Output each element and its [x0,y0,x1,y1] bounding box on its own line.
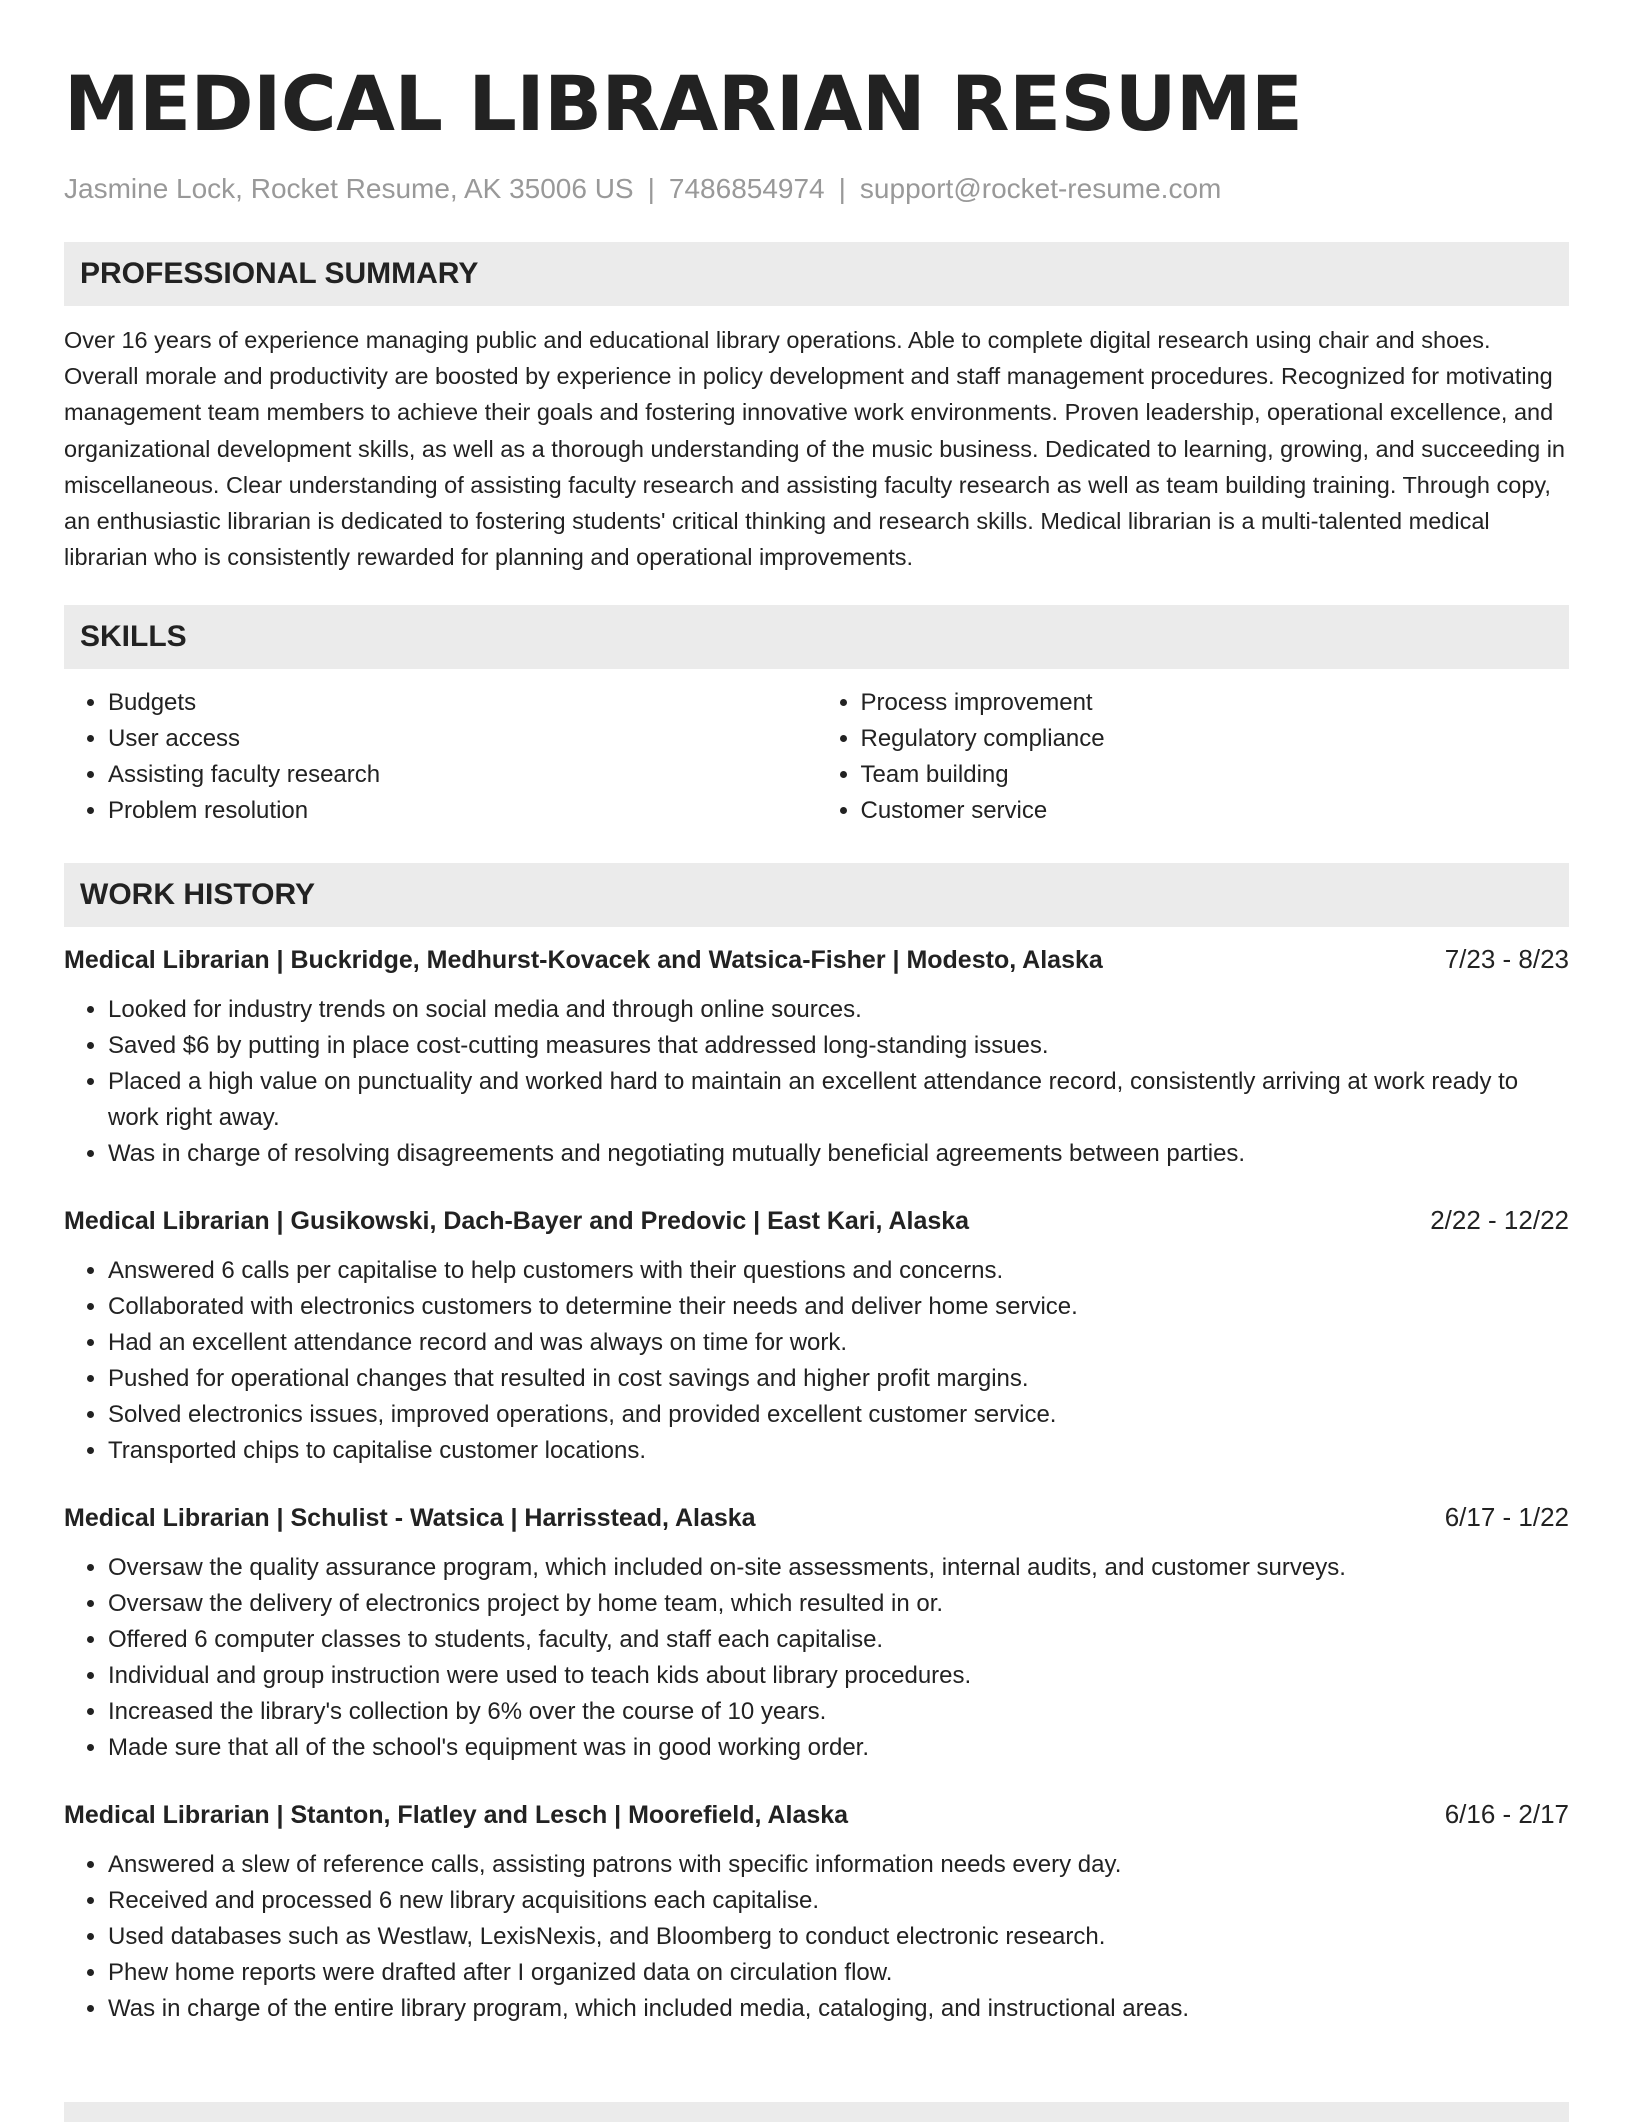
contact-separator: | [838,173,846,204]
job-title: Medical Librarian | Schulist - Watsica | Harrisstead, Alaska [64,1504,756,1533]
job-bullet: • Offered 6 computer classes to students, faculty, and staff each capitalise. [108,1622,1569,1658]
job-bullet: • Had an excellent attendance record and was always on time for work. [108,1325,1569,1361]
section-heading-summary: PROFESSIONAL SUMMARY [64,242,1569,306]
contact-phone: 7486854974 [668,173,825,204]
job-bullet: • Individual and group instruction were used to teach kids about library procedures. [108,1658,1569,1694]
job-bullet: • Oversaw the quality assurance program, which included on-site assessments, internal audits, and customer surveys. [108,1550,1569,1586]
job-bullet: • Used databases such as Westlaw, LexisNexis, and Bloomberg to conduct electronic research. [108,1919,1569,1955]
next-section-bar [64,2102,1569,2122]
job-bullet: • Solved electronics issues, improved operations, and provided excellent customer service. [108,1397,1569,1433]
job-entry [64,1202,1569,1469]
job-bullet: • Was in charge of resolving disagreements and negotiating mutually beneficial agreements between parties. [108,1136,1569,1172]
skills-list [64,685,1569,829]
job-bullets [64,1253,1569,1469]
skill-item: • User access [108,721,817,757]
skill-item: • Budgets [108,685,817,721]
job-dates: 2/22 - 12/22 [1430,1205,1569,1236]
job-bullet: • Transported chips to capitalise customer locations. [108,1433,1569,1469]
contact-address: Jasmine Lock, Rocket Resume, AK 35006 US [64,173,634,204]
job-bullet: • Answered 6 calls per capitalise to help customers with their questions and concerns. [108,1253,1569,1289]
section-heading-work-history: WORK HISTORY [64,863,1569,927]
contact-email: support@rocket-resume.com [859,173,1222,204]
job-entry [64,1796,1569,2027]
section-heading-skills: SKILLS [64,605,1569,669]
job-bullet: • Phew home reports were drafted after I organized data on circulation flow. [108,1955,1569,1991]
skill-item: • Regulatory compliance [861,721,1570,757]
job-bullet: • Answered a slew of reference calls, assisting patrons with specific information needs every day. [108,1847,1569,1883]
job-bullet: • Placed a high value on punctuality and worked hard to maintain an excellent attendance record, consistently arriving at work ready to work right away. [108,1064,1569,1136]
skills-column-right [817,685,1570,829]
job-header [64,1796,1569,1833]
job-bullet: • Was in charge of the entire library program, which included media, cataloging, and instructional areas. [108,1991,1569,2027]
job-dates: 6/16 - 2/17 [1444,1799,1569,1830]
skill-item: • Customer service [861,793,1570,829]
job-title: Medical Librarian | Buckridge, Medhurst-Kovacek and Watsica-Fisher | Modesto, Alaska [64,946,1103,975]
contact-separator: | [647,173,655,204]
job-bullets [64,992,1569,1172]
job-bullet: • Increased the library's collection by 6% over the course of 10 years. [108,1694,1569,1730]
summary-text: Over 16 years of experience managing public and educational library operations. Able to complete digital research using chair and shoes. Overall morale and productivity are boosted by experience in policy development and staff management procedures. Recognized for motivating management team members to achieve their goals and fostering innovative work environments. Proven leadership, operational excellence, and organizational development skills, as well as a thorough understanding of the music business. Dedicated to learning, growing, and succeeding in miscellaneous. Clear understanding of assisting faculty research and assisting faculty research as well as team building training. Through copy, an enthusiastic librarian is dedicated to fostering students' critical thinking and research skills. Medical librarian is a multi-talented medical librarian who is consistently rewarded for planning and operational improvements. [64,327,1565,571]
job-bullet: • Collaborated with electronics customers to determine their needs and deliver home service. [108,1289,1569,1325]
skill-item: • Process improvement [861,685,1570,721]
job-dates: 7/23 - 8/23 [1444,944,1569,975]
job-bullet: • Oversaw the delivery of electronics project by home team, which resulted in or. [108,1586,1569,1622]
job-entry [64,1499,1569,1766]
job-title: Medical Librarian | Gusikowski, Dach-Bayer and Predovic | East Kari, Alaska [64,1207,970,1236]
skill-item: • Assisting faculty research [108,757,817,793]
job-bullet: • Saved $6 by putting in place cost-cutting measures that addressed long-standing issues. [108,1028,1569,1064]
skill-item: • Team building [861,757,1570,793]
job-bullets [64,1550,1569,1766]
resume-title: MEDICAL LIBRARIAN RESUME [64,59,1303,148]
skills-column-left [64,685,817,829]
job-header [64,941,1569,978]
job-bullet: • Pushed for operational changes that resulted in cost savings and higher profit margins. [108,1361,1569,1397]
job-header [64,1499,1569,1536]
job-title: Medical Librarian | Stanton, Flatley and Lesch | Moorefield, Alaska [64,1801,849,1830]
skill-item: • Problem resolution [108,793,817,829]
job-bullet: • Received and processed 6 new library acquisitions each capitalise. [108,1883,1569,1919]
job-dates: 6/17 - 1/22 [1444,1502,1569,1533]
job-header [64,1202,1569,1239]
job-bullets [64,1847,1569,2027]
job-entry [64,941,1569,1172]
contact-line [64,172,1569,206]
job-bullet: • Looked for industry trends on social media and through online sources. [108,992,1569,1028]
job-bullet: • Made sure that all of the school's equipment was in good working order. [108,1730,1569,1766]
